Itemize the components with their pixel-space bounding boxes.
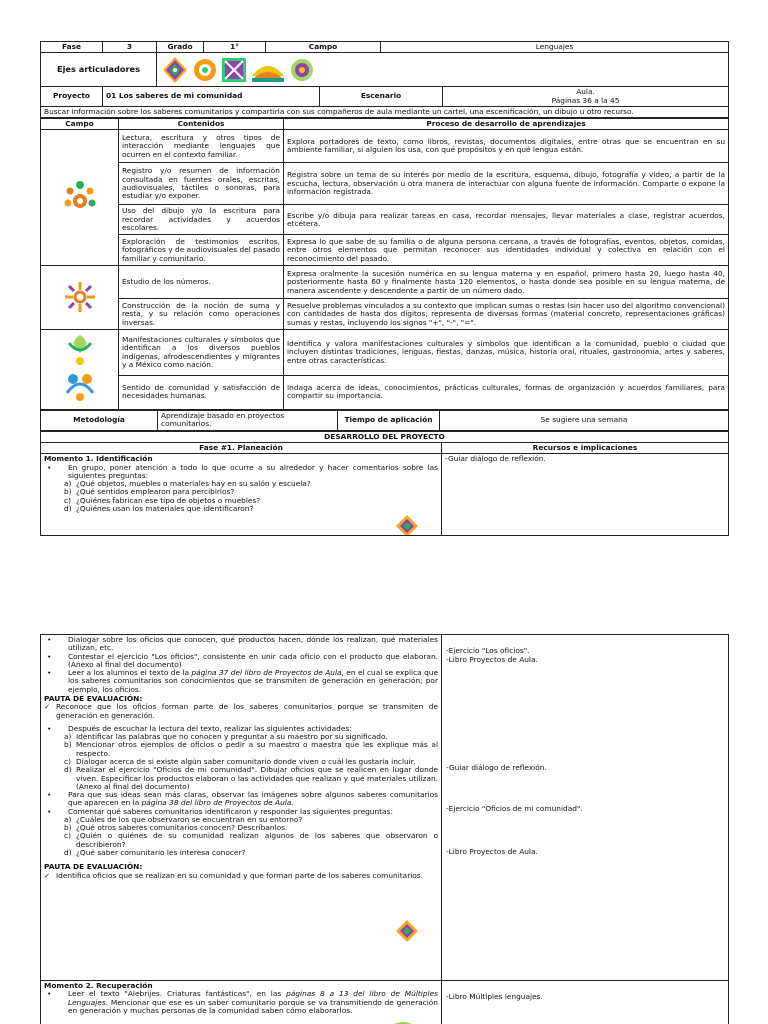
pda-6: Resuelve problemas vinculados a su contexto que implican sumas o restas (sin hacer uso del algoritmo convencional) con cantidades de hasta dos dígitos; representa de diversas formas (material concreto, representaciones gráficas) sumas y restas, incluyendo los signos "+", "-", "=".: [284, 299, 729, 330]
project-description: Buscar información sobre los saberes comunitarios y compartirla con sus compañeros de aula mediante un cartel, una escenificación, un dibujo u otro recurso.: [41, 106, 729, 117]
contents-table: [40, 118, 729, 410]
col-campo: Campo: [41, 119, 119, 130]
recurso-1: -Ejercicio "Los oficios".: [446, 646, 530, 655]
contenido-8: Sentido de comunidad y satisfacción de necesidades humanas.: [119, 375, 284, 409]
campo-label: Campo: [266, 42, 381, 53]
momento2-resources-cell: [442, 981, 729, 1024]
tiempo-value: Se sugiere una semana: [440, 410, 729, 430]
bullet-comentar: • Comentar qué saberes comunitarios identificaron y responder las siguientes preguntas:: [44, 808, 438, 816]
proyecto-label: Proyecto: [41, 87, 103, 107]
pda-2: Registra sobre un tema de su interés por medio de la escritura, esquema, dibujo, fotografía y video, a partir de la escucha, lectura, observación u otra manera de interactuar con alguna fuente de información. Comparte o expone la información registrada.: [284, 163, 729, 205]
campo-saberes-icon-cell: [41, 266, 119, 330]
contenido-5: Estudio de los números.: [119, 266, 284, 299]
pda-1: Explora portadores de texto, como libros, revistas, documentos digitales, entre otras que se encuentran en su ambiente familiar, si alguien los usa, con qué propósitos y en qué lengua están.: [284, 130, 729, 163]
recurso-3: -Guiar diálogo de reflexión.: [446, 763, 547, 772]
bullet-contestar: • Contestar el ejercicio "Los oficios", consistente en unir cada oficio con el producto que elaboran. (Anexo al final del documento): [44, 653, 438, 670]
planning-page-2: [40, 634, 728, 1024]
contenido-4: Exploración de testimonios escritos, fotográficos y de audiovisuales del pasado familiar y comunitario.: [119, 235, 284, 266]
interculturality-icon: [220, 56, 248, 84]
bullet-leer: • Leer a los alumnos el texto de la página 37 del libro de Proyectos de Aula, en el cual se explica que los saberes comunitarios son conocimientos que se transmiten de generación en generación; por ejemplo, los oficios.: [44, 669, 438, 694]
planning-page-1: [40, 41, 728, 536]
m1-bullet: • En grupo, poner atención a todo lo que ocurre a su alrededor y hacer comentarios sobre las siguientes preguntas:: [44, 464, 438, 481]
escenario-line-2: Páginas 36 a la 45: [551, 95, 620, 105]
pda-5: Expresa oralmente la sucesión numérica en su lengua materna y en español, primero hasta 20, luego hasta 40, posteriormente hasta 60 y finalmente hasta 120 elementos, o hasta donde sea posible en su lengua materna, de manera ascendente y descendente a partir de un número dado.: [284, 266, 729, 299]
lenguajes-icon: [62, 179, 98, 215]
escenario-value: [443, 87, 729, 107]
bullet-despues: • Después de escuchar la lectura del texto, realizar las siguientes actividades:: [44, 725, 438, 733]
despues-b: b) Mencionar otros ejemplos de oficios o pedir a su maestro o maestra que les explique más al respecto.: [64, 740, 438, 758]
pauta-label-2: PAUTA DE EVALUACIÓN:: [44, 862, 143, 872]
momento1-cell: [41, 454, 442, 536]
inclusion-icon-small: [393, 514, 421, 536]
m1-question-c: c) ¿Quiénes fabrican ese tipo de objetos o muebles?: [64, 495, 261, 505]
recursos-title: Recursos e implicaciones: [442, 442, 729, 453]
inclusion-icon-small-2: [393, 919, 421, 943]
pda-3: Escribe y/o dibuja para realizar tareas en casa, recordar mensajes, llevar materiales a clase, registrar acuerdos, etcétera.: [284, 205, 729, 235]
recurso-2: -Libro Proyectos de Aula.: [446, 655, 538, 664]
contenido-6: Construcción de la noción de suma y resta, y su relación como operaciones inversas.: [119, 299, 284, 330]
tiempo-label: Tiempo de aplicación: [338, 410, 440, 430]
metodologia-table: [40, 410, 729, 431]
pda-7: Identifica y valora manifestaciones culturales y símbolos que identifican a la comunidad, pueblo o ciudad que incluyen distintas tradiciones, lenguas, fiestas, danzas, música, historia oral, rituales, gastronomía, artes y saberes, entre otras características.: [284, 330, 729, 375]
comentar-a: a) ¿Cuáles de los que observaron se encuentran en su entorno?: [64, 814, 303, 824]
grado-value: 1°: [204, 42, 266, 53]
page2-resources-cell: [442, 635, 729, 981]
pda-8: Indaga acerca de ideas, conocimientos, prácticas culturales, formas de organización y acuerdos familiares, para compartir su importancia.: [284, 375, 729, 409]
pauta-1: ✓ Reconoce que los oficios forman parte de los saberes comunitarios porque se transmiten de generación en generación.: [44, 703, 438, 720]
comentar-b: b) ¿Qué otros saberes comunitarios conocen? Descríbanlos.: [64, 823, 288, 833]
m1-question-b: b) ¿Qué sentidos emplearon para percibirlos?: [64, 487, 235, 497]
fase1-title: Fase #1. Planeación: [41, 442, 442, 453]
momento2-title: Momento 2. Recuperación: [44, 981, 153, 990]
col-pda: Proceso de desarrollo de aprendizajes: [284, 119, 729, 130]
m1-question-d: d) ¿Quiénes usan los materiales que identificaron?: [64, 503, 254, 513]
page2-activities-cell: [41, 635, 442, 981]
momento2-cell: [41, 981, 442, 1024]
header-table: [40, 41, 729, 118]
etica-comunitario-icons: [63, 331, 97, 405]
critical-thinking-icon: [192, 56, 218, 84]
despues-d: d) Realizar el ejercicio "Oficios de mi comunidad". Dibujar oficios que se realicen en lugar donde viven. Especificar los productos elaboran o las actividades que realizan y qué materiales utilizan. (Anexo al final del documento): [64, 765, 438, 791]
campo-lenguajes-icon-cell: [41, 130, 119, 266]
recurso-4: -Ejercicio "Oficios de mi comunidad".: [446, 804, 583, 813]
despues-c: c) Dialogar acerca de si existe algún saber comunitario donde viven o cuál les gustaría incluir.: [64, 756, 416, 766]
recurso-5: -Libro Proyectos de Aula.: [446, 847, 538, 856]
bullet-para: • Para que sus ideas sean más claras, observar las imágenes sobre algunos saberes comunitarios que aparecen en la página 38 del libro de Proyectos de Aula.: [44, 791, 438, 808]
pauta-label-1: PAUTA DE EVALUACIÓN:: [44, 693, 143, 703]
m1-recurso: -Guiar diálogo de reflexión.: [442, 454, 729, 536]
grado-label: Grado: [157, 42, 204, 53]
page2-table: [40, 634, 729, 1024]
metodologia-label: Metodología: [41, 410, 158, 430]
gender-equality-icon: [250, 56, 286, 84]
desarrollo-table: [40, 431, 729, 537]
contenido-1: Lectura, escritura y otros tipos de interacción mediante lenguajes que ocurren en el contexto familiar.: [119, 130, 284, 163]
ejes-label: Ejes articuladores: [41, 53, 157, 87]
desarrollo-title: DESARROLLO DEL PROYECTO: [41, 431, 729, 442]
pauta-2: ✓ Identifica oficios que se realizan en su comunidad y que forman parte de los saberes comunitarios.: [44, 872, 438, 880]
bullet-dialogar: • Dialogar sobre los oficios que conocen, qué productos hacen, dónde los realizan, qué materiales utilizan, etc.: [44, 636, 438, 653]
metodologia-value: Aprendizaje basado en proyectos comunitarios.: [158, 410, 338, 430]
recurso-6: -Libro Múltiples lenguajes.: [446, 992, 543, 1001]
despues-a: a) Identificar las palabras que no conocen y preguntar a su maestro por su significado.: [64, 732, 388, 742]
fase-value: 3: [103, 42, 157, 53]
pda-4: Expresa lo que sabe de su familia o de alguna persona cercana, a través de fotografías, eventos, objetos, comidas, entre otros elementos que permitan reconocer sus identidades individual y colectiva en relación con el reconocimiento del pasado.: [284, 235, 729, 266]
comentar-d: d) ¿Qué saber comunitario les interesa conocer?: [64, 848, 246, 858]
campo-value: Lenguajes: [381, 42, 729, 53]
campo-etica-icon-cell: [41, 330, 119, 409]
contenido-2: Registro y/o resumen de información consultada en fuentes orales, escritas, audiovisuales, táctiles o sonoras, para estudiar y/o exponer.: [119, 163, 284, 205]
contenido-7: Manifestaciones culturales y símbolos que identifican a los diversos pueblos indígenas, afrodescendientes y migrantes y a México como nación.: [119, 330, 284, 375]
m1-question-a: a) ¿Qué objetos, muebles o materiales hay en su salón y escuela?: [64, 479, 311, 489]
escenario-label: Escenario: [320, 87, 443, 107]
saberes-icon: [63, 280, 97, 314]
inclusion-icon: [160, 56, 190, 84]
fase-label: Fase: [41, 42, 103, 53]
col-contenidos: Contenidos: [119, 119, 284, 130]
escenario-line-1: Aula.: [576, 87, 595, 97]
comentar-c: c) ¿Quién o quiénes de su comunidad realizan algunos de los saberes que observaron o describieron?: [64, 831, 438, 849]
momento1-title: Momento 1. Identificación: [44, 454, 153, 464]
proyecto-value: 01 Los saberes de mi comunidad: [103, 87, 320, 107]
contenido-3: Uso del dibujo y/o la escritura para recordar actividades y acuerdos escolares.: [119, 205, 284, 235]
bullet-leer2: • Leer el texto "Alebrijes. Criaturas fantásticas", en las páginas 8 a 13 del libro de Múltiples Lenguajes. Mencionar que ese es un saber comunitario porque se va transmitiendo de generación en generación y muchas personas de la comunidad saben cómo elaborarlos.: [44, 990, 438, 1015]
reading-arts-icon: [288, 56, 316, 84]
ejes-icons: [157, 53, 729, 87]
